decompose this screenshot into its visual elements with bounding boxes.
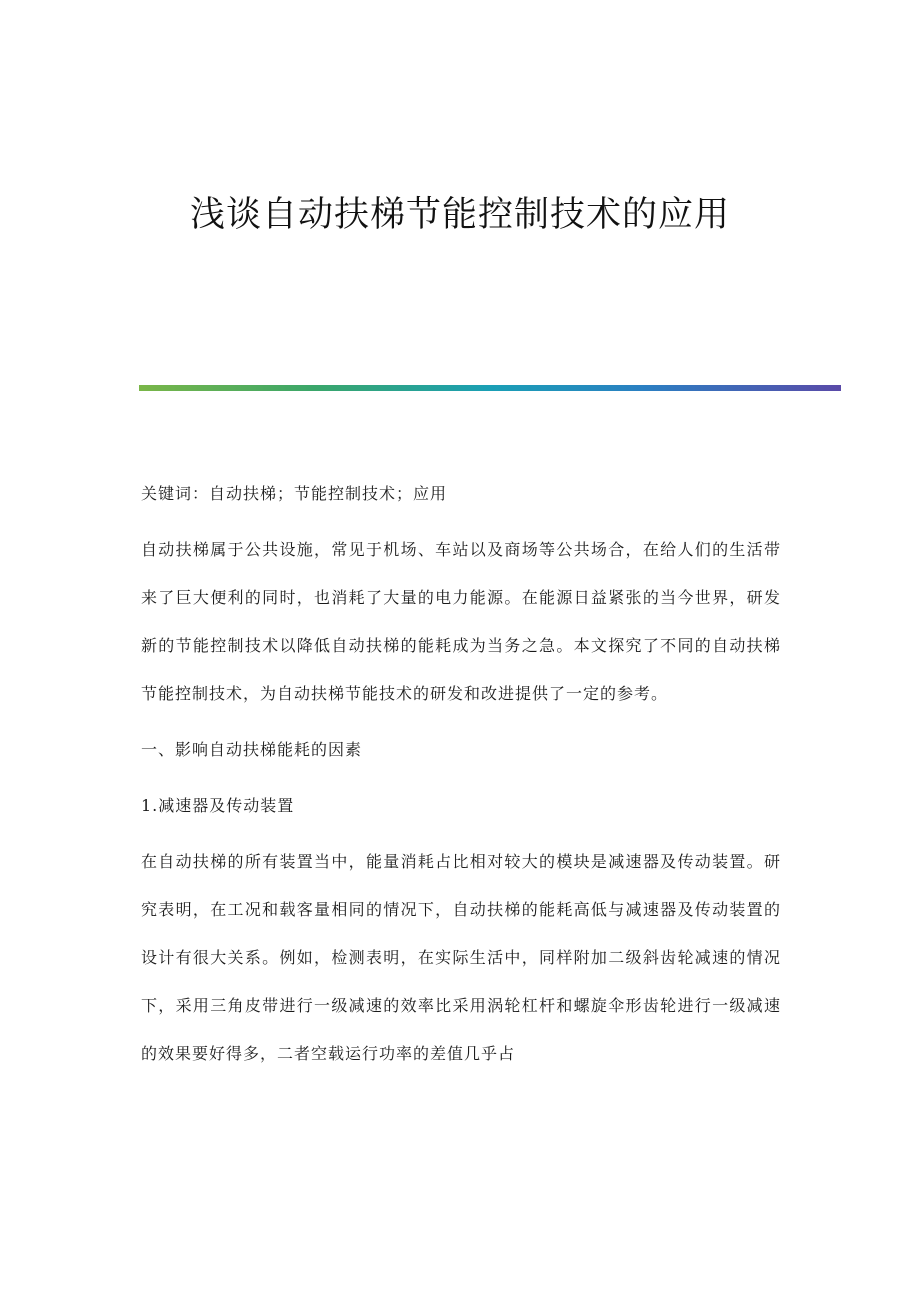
document-title: 浅谈自动扶梯节能控制技术的应用 [189,195,730,235]
section-heading: 一、影响自动扶梯能耗的因素 [141,740,363,759]
document-body [141,470,781,1086]
abstract-paragraph: 自动扶梯属于公共设施，常见于机场、车站以及商场等公共场合，在给人们的生活带来了巨大便利的同时，也消耗了大量的电力能源。在能源日益紧张的当今世界，研发新的节能控制技术以降低自动扶梯的能耗成为当务之急。本文探究了不同的自动扶梯节能控制技术，为自动扶梯节能技术的研发和改进提供了一定的参考。 [141,540,781,703]
title-divider-bar [139,385,841,391]
keywords-line: 关键词：自动扶梯；节能控制技术；应用 [141,484,448,503]
subsection-heading: 1.减速器及传动装置 [141,796,295,815]
body-paragraph: 在自动扶梯的所有装置当中，能量消耗占比相对较大的模块是减速器及传动装置。研究表明，在工况和载客量相同的情况下，自动扶梯的能耗高低与减速器及传动装置的设计有很大关系。例如，检测表明，在实际生活中，同样附加二级斜齿轮减速的情况下，采用三角皮带进行一级减速的效率比采用涡轮杠杆和螺旋伞形齿轮进行一级减速的效果要好得多，二者空载运行功率的差值几乎占 [141,852,781,1063]
